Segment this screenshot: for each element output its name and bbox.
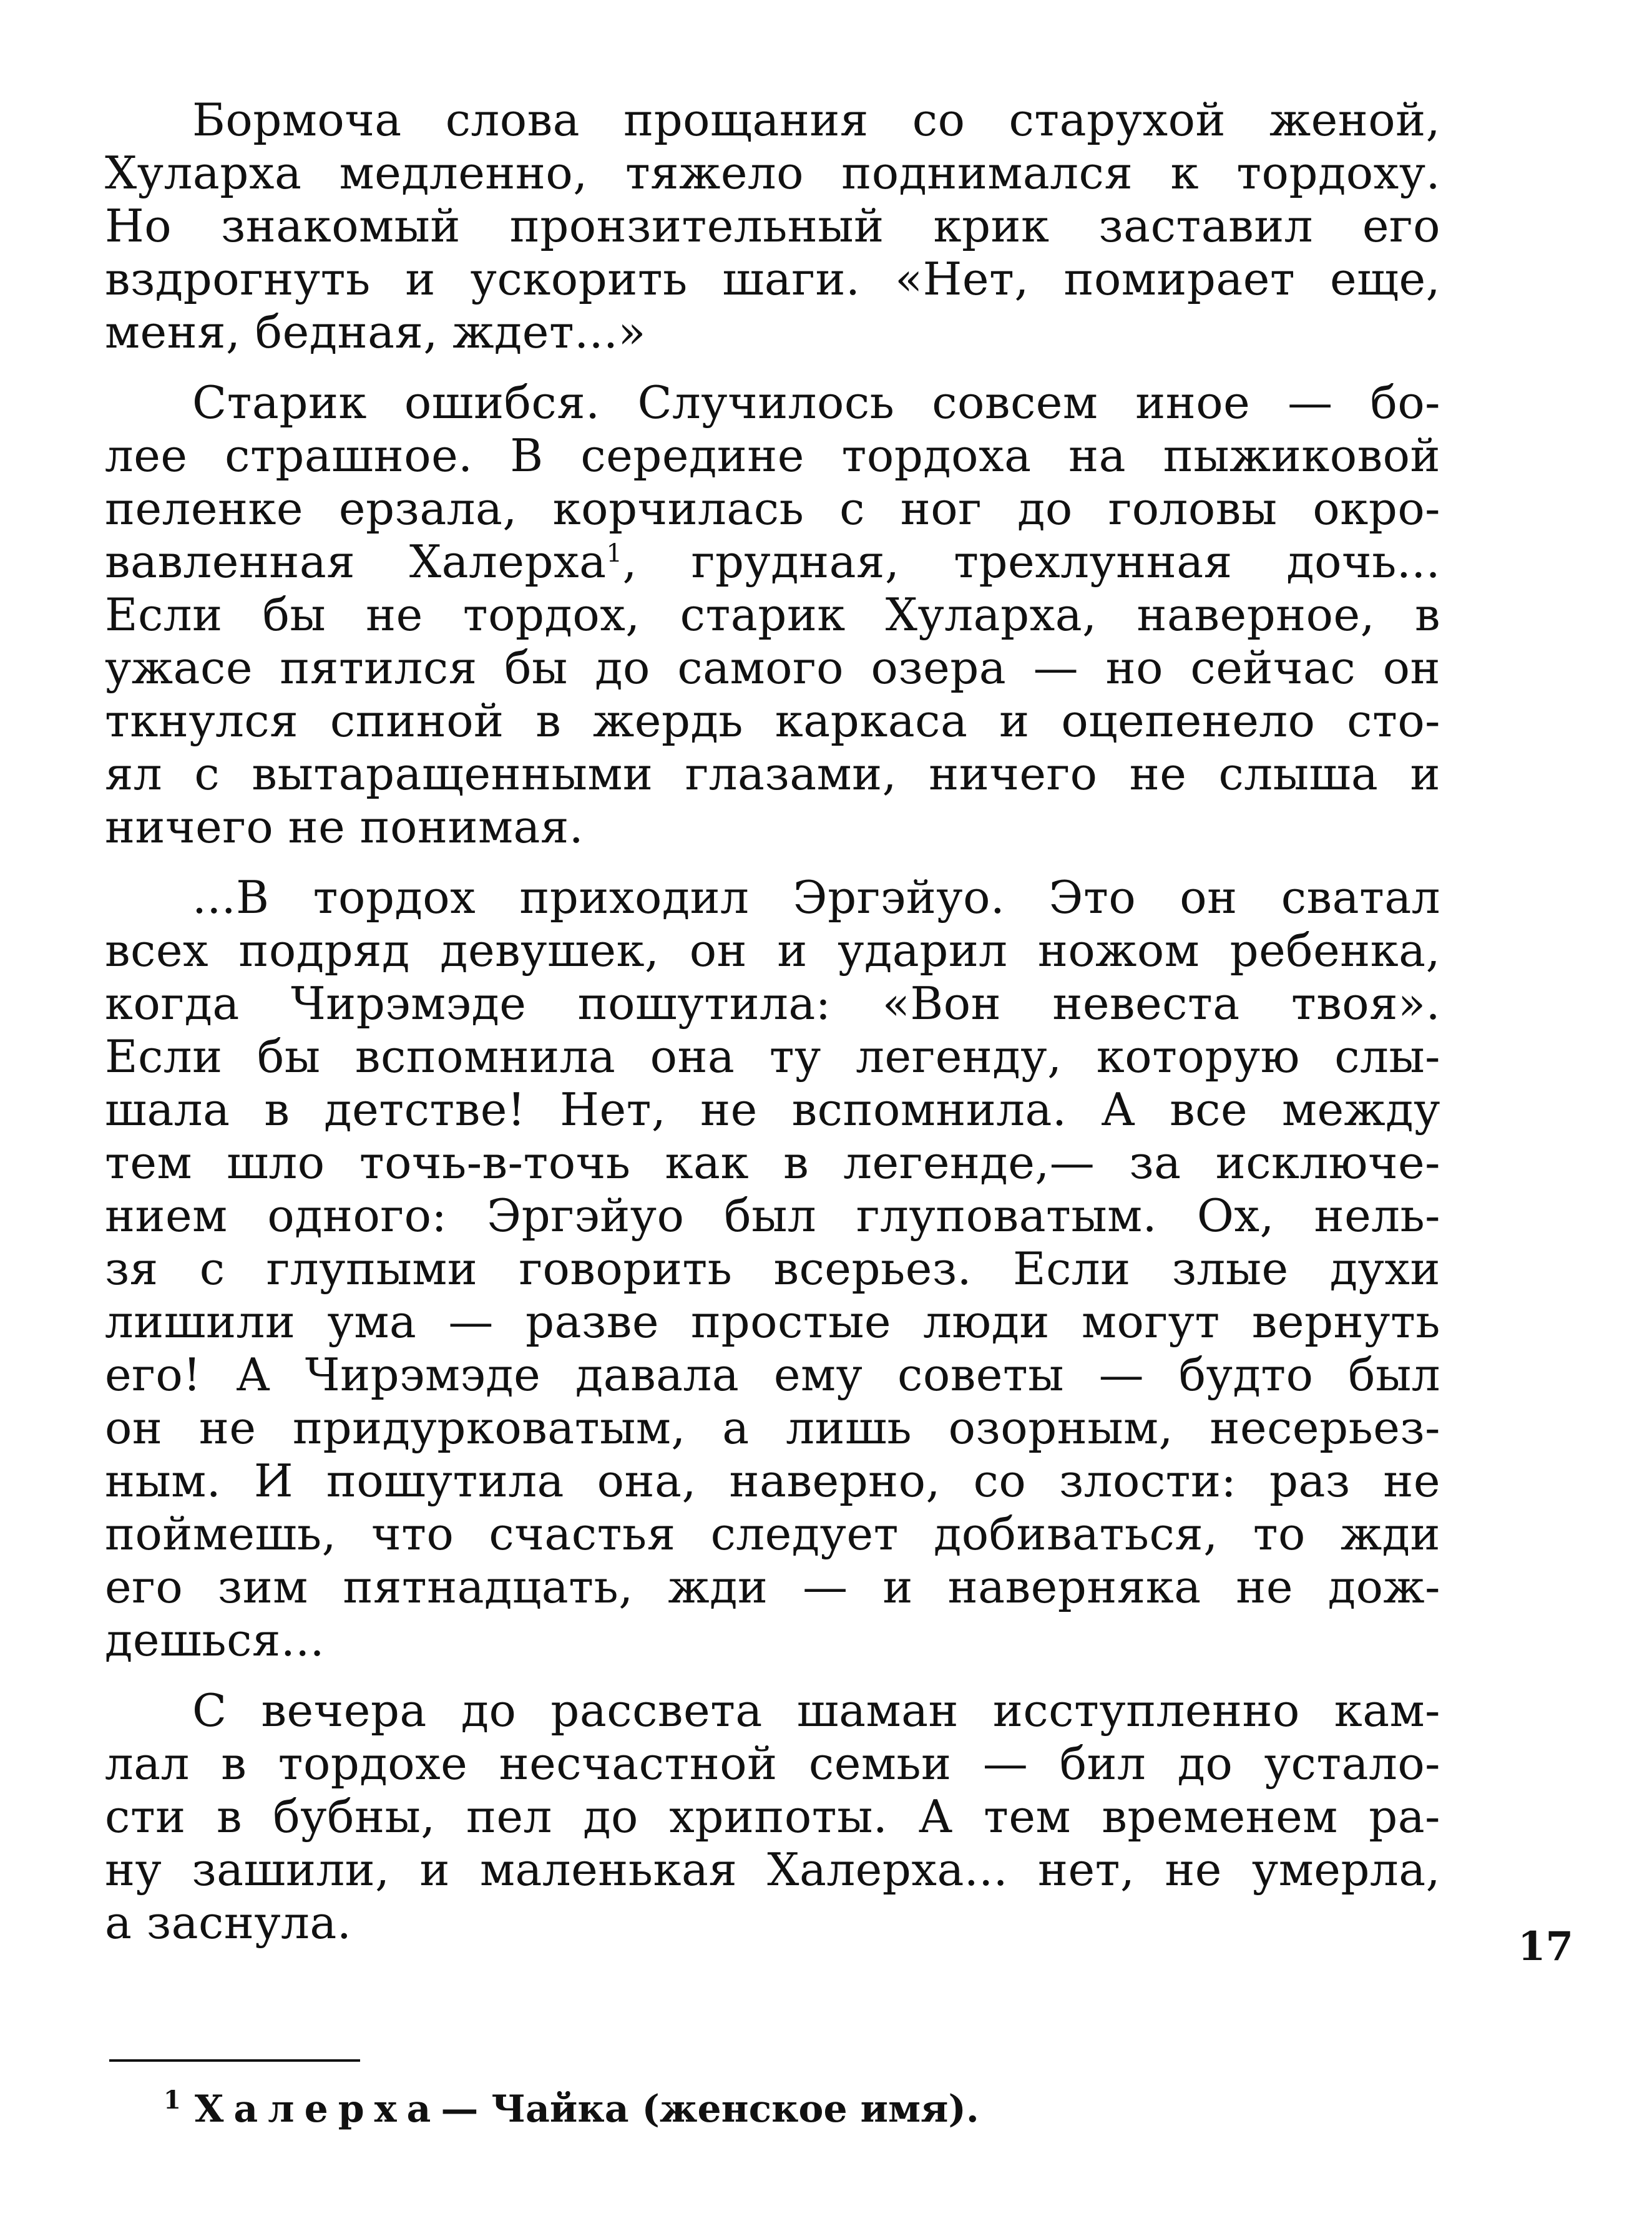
- paragraph-3-line-8: зя с глупыми говорить всерьез. Если злые духи: [105, 1242, 1440, 1295]
- paragraph-2-line-4-end: , грудная, трехлунная дочь...: [622, 535, 1440, 588]
- paragraph-2-line-7: ткнулся спиной в жердь каркаса и оцепенело сто-: [105, 695, 1440, 747]
- paragraph-4-line-1: С вечера до рассвета шаман исступленно кам-: [192, 1684, 1440, 1737]
- paragraph-gap: [105, 359, 1440, 376]
- paragraph-3-line-13: поймешь, что счастья следует добиваться, то жди: [105, 1508, 1440, 1560]
- page-number: 17: [1518, 1923, 1574, 1970]
- paragraph-3-line-15: дешься...: [105, 1614, 325, 1666]
- footnote-number: 1: [164, 2085, 181, 2115]
- body-text: [105, 94, 1440, 1949]
- paragraph-2-line-4: [105, 535, 1440, 588]
- paragraph-3-line-9: лишили ума — разве простые люди могут вернуть: [105, 1295, 1440, 1348]
- paragraph-2-line-3: пеленке ерзала, корчилась с ног до головы окро-: [105, 482, 1440, 535]
- paragraph-3-line-1: ...В тордох приходил Эргэйуо. Это он сватал: [192, 871, 1440, 924]
- paragraph-4-line-3: сти в бубны, пел до хрипоты. А тем временем ра-: [105, 1790, 1440, 1843]
- paragraph-3-line-10: его! А Чирэмэде давала ему советы — будто был: [105, 1349, 1440, 1401]
- footnote-divider: [109, 2059, 360, 2062]
- paragraph-4-line-2: лал в тордохе несчастной семьи — бил до устало-: [105, 1737, 1440, 1790]
- footnote-term: Халерха: [194, 2087, 441, 2131]
- paragraph-2-line-9: ничего не понимая.: [105, 801, 584, 853]
- paragraph-1-line-1: Бормоча слова прощания со старухой женой,: [192, 94, 1440, 146]
- paragraph-3-line-6: тем шло точь-в-точь как в легенде,— за исключе-: [105, 1136, 1440, 1189]
- paragraph-4-line-5: а заснула.: [105, 1896, 352, 1949]
- paragraph-2-line-8: ял с вытаращенными глазами, ничего не слыша и: [105, 748, 1440, 800]
- footnote: [164, 2084, 979, 2134]
- paragraph-1-line-4: вздрогнуть и ускорить шаги. «Нет, помирает еще,: [105, 253, 1440, 305]
- paragraph-3-line-7: нием одного: Эргэйуо был глуповатым. Ох, нель-: [105, 1189, 1440, 1242]
- footnote-text: — Чайка (женское имя).: [441, 2087, 979, 2131]
- paragraph-2-line-2: лее страшное. В середине тордоха на пыжиковой: [105, 429, 1440, 482]
- paragraph-2-line-1: Старик ошибся. Случилось совсем иное — бо-: [192, 376, 1440, 429]
- paragraph-1-line-5: меня, бедная, ждет...»: [105, 306, 646, 358]
- paragraph-3-line-14: его зим пятнадцать, жди — и наверняка не дож-: [105, 1561, 1440, 1613]
- paragraph-2-line-6: ужасе пятился бы до самого озера — но сейчас он: [105, 641, 1440, 694]
- paragraph-2-line-4-start: вавленная Халерха: [105, 535, 607, 588]
- paragraph-1-line-2: Хуларха медленно, тяжело поднимался к тордоху.: [105, 147, 1440, 199]
- paragraph-3-line-3: когда Чирэмэде пошутила: «Вон невеста твоя».: [105, 977, 1440, 1030]
- paragraph-gap: [105, 854, 1440, 871]
- paragraph-2-line-5: Если бы не тордох, старик Хуларха, наверное, в: [105, 588, 1440, 641]
- paragraph-1-line-3: Но знакомый пронзительный крик заставил его: [105, 200, 1440, 252]
- paragraph-3-line-5: шала в детстве! Нет, не вспомнила. А все между: [105, 1083, 1440, 1136]
- paragraph-4-line-4: ну зашили, и маленькая Халерха... нет, не умерла,: [105, 1843, 1440, 1896]
- footnote-reference: 1: [606, 539, 623, 568]
- paragraph-3-line-4: Если бы вспомнила она ту легенду, которую слы-: [105, 1030, 1440, 1083]
- paragraph-gap: [105, 1667, 1440, 1684]
- paragraph-3-line-2: всех подряд девушек, он и ударил ножом ребенка,: [105, 924, 1440, 977]
- paragraph-3-line-11: он не придурковатым, а лишь озорным, несерьез-: [105, 1402, 1440, 1454]
- paragraph-3-line-12: ным. И пошутила она, наверно, со злости: раз не: [105, 1455, 1440, 1507]
